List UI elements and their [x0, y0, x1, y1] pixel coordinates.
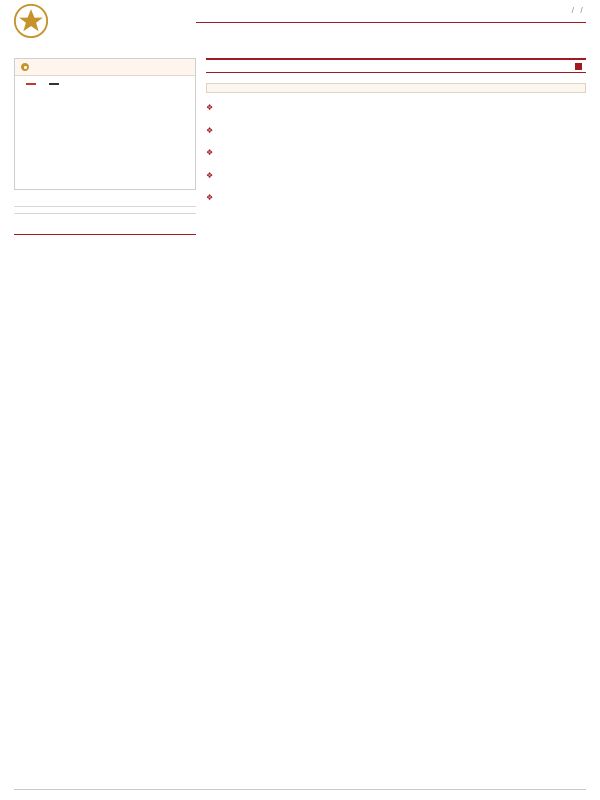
bullet-item [206, 101, 586, 115]
legend-item-0 [26, 83, 39, 85]
caitong-logo-icon [14, 4, 48, 38]
diamond-bullet-icon: ❖ [206, 125, 214, 135]
analyst-block [14, 200, 196, 217]
bullet-dot-icon [21, 63, 29, 71]
left-sidebar [14, 52, 196, 243]
diamond-bullet-icon: ❖ [206, 193, 214, 203]
chart-caption [15, 76, 195, 83]
diamond-bullet-icon: ❖ [206, 170, 214, 180]
diamond-bullet-icon: ❖ [206, 103, 214, 112]
bullet-item [206, 191, 586, 205]
analyst-row-2 [14, 213, 196, 217]
legend-swatch-0 [26, 83, 36, 85]
chart-canvas [20, 86, 190, 178]
analyst-row-0 [14, 200, 196, 203]
breadcrumb-separator-1: / [571, 5, 575, 15]
bullet-item [206, 124, 586, 138]
page-footer [0, 789, 600, 794]
bullet-item [206, 146, 586, 160]
square-marker-icon [575, 63, 582, 70]
analyst-row-1 [14, 206, 196, 210]
main-content [206, 52, 586, 243]
breadcrumb [196, 5, 586, 15]
footer-divider [14, 789, 586, 790]
brand-block [0, 0, 196, 42]
report-tag-bar [206, 58, 586, 73]
related-reports-list [14, 235, 196, 241]
header-divider [196, 22, 586, 23]
legend-item-1 [49, 83, 62, 85]
rating-panel [14, 58, 196, 190]
page-header [0, 0, 600, 52]
chart-legend [20, 83, 190, 85]
diamond-bullet-icon: ❖ [206, 148, 214, 158]
section-title-core-view [206, 83, 586, 93]
page-body [0, 52, 600, 243]
breadcrumb-separator-2: / [580, 5, 583, 15]
legend-swatch-1 [49, 83, 59, 85]
market-performance-chart [15, 83, 195, 189]
rating-header [15, 59, 195, 76]
bullet-item [206, 169, 586, 183]
